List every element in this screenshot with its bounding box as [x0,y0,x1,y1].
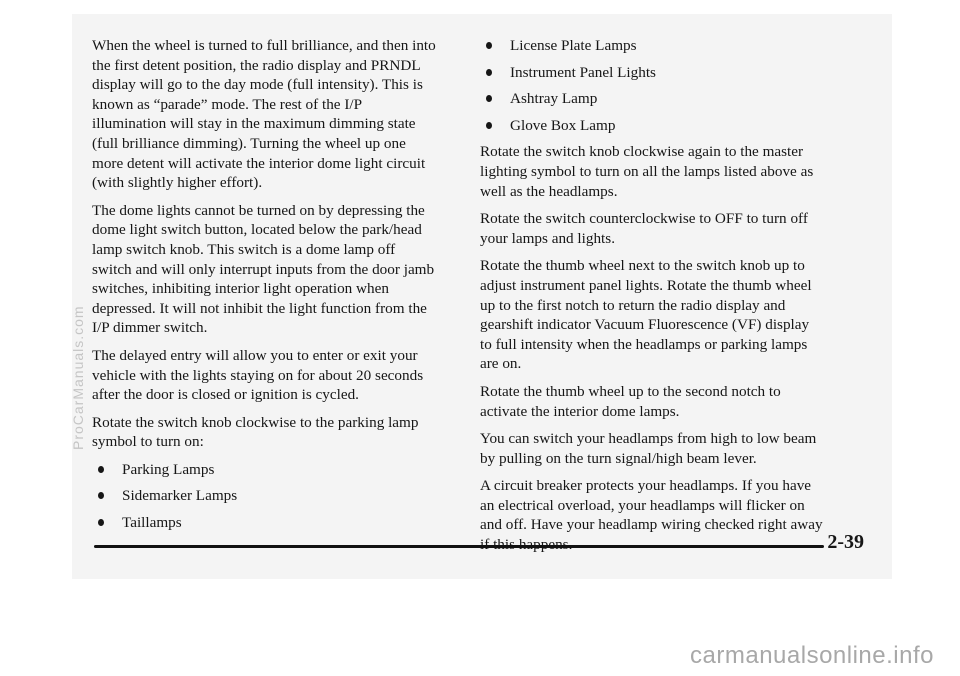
list-item-label: Glove Box Lamp [510,116,616,134]
lamp-list [480,36,865,135]
paragraph-thumb-wheel: Rotate the thumb wheel next to the switch knob up to adjust instrument panel lights. Rotate the thumb wheel up to the first notch to return the radio display and gearshift indicator Vacuum Fluorescence (VF) display to full intensity when the headlamps or parking lamps are on. [480,257,812,373]
bullet-icon [486,69,492,76]
list-item-label: Parking Lamps [122,460,215,478]
paragraph-parking-lamp: Rotate the switch knob clockwise to the parking lamp symbol to turn on: [92,413,419,451]
paragraph-master-lighting: Rotate the switch knob clockwise again to the master lighting symbol to turn on all the lamps listed above as well as the headlamps. [480,143,814,200]
paragraph-high-low-beam: You can switch your headlamps from high to low beam by pulling on the turn signal/high beam lever. [480,430,817,467]
list-item-label: Sidemarker Lamps [122,487,238,505]
bullet-icon [486,95,492,102]
right-column [480,36,865,563]
manual-page [72,14,892,579]
paragraph-circuit-breaker: A circuit breaker protects your headlamps. If you have an electrical overload, your headlamps will flicker on and off. Have your headlamp wiring checked right away [480,477,823,534]
bullet-icon [98,519,104,526]
paragraph-delayed-entry: The delayed entry will allow you to enter or exit your vehicle with the lights staying on for about 20 seconds after the door is closed or ignition is cycled. [92,346,424,404]
bullet-icon [486,122,492,129]
side-watermark: ProCarManuals.com [70,305,86,450]
paragraph-second-notch: Rotate the thumb wheel up to the second notch to activate the interior dome lamps. [480,382,781,420]
list-item-label: License Plate Lamps [510,37,637,54]
bullet-icon [98,466,104,473]
bullet-icon [486,42,492,49]
page-number: 2-39 [827,531,864,553]
bottom-watermark: carmanualsonline.info [690,642,934,669]
list-item [480,36,865,56]
list-item-label: Instrument Panel Lights [510,63,656,81]
list-item [92,486,452,506]
list-item [92,460,452,480]
footer-rule [94,545,824,548]
list-item [480,89,865,109]
bullet-icon [98,492,104,499]
paragraph-turn-off: Rotate the switch counterclockwise to OFF to turn off your lamps and lights. [480,210,808,247]
list-item-label: Taillamps [122,514,182,532]
list-item [480,116,865,136]
parking-lamp-list [92,460,452,533]
paragraph-dome-lights: The dome lights cannot be turned on by depressing the dome light switch button, located below the park/head lamp switch knob. This switch is a dome lamp off switch and will only interrupt inputs from the door jamb switches, inhibiting interior light operation when depressed. It will not inhibit the light function from the I/P dimmer switch. [92,201,435,337]
list-item-label: Ashtray Lamp [510,90,598,108]
list-item [480,63,865,83]
paragraph-wheel-brilliance: When the wheel is turned to full brilliance, and then into the first detent position, the radio display and PRNDL display will go to the day mode (full intensity). This is known as “parade” mode. The rest of the I/P illumination will stay in the maximum dimming state (full brilliance dimming). Turning the wheel up one more detent will activate the interior dome light circuit (with slightly higher effort). [92,37,436,192]
list-item [92,513,452,533]
left-column [92,36,452,540]
